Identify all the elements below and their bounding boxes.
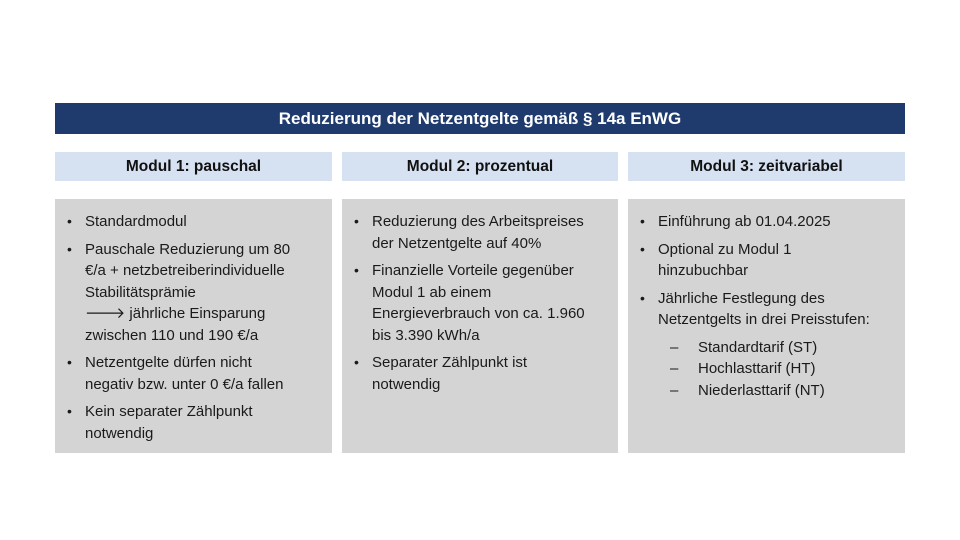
bullet-line: Stabilitätsprämie	[85, 283, 196, 301]
bullet-item	[350, 260, 608, 346]
bullet-item	[63, 239, 322, 347]
bullet-line: Netzentgelts in drei Preisstufen:	[658, 311, 870, 328]
bullet-item	[636, 288, 895, 402]
bullet-line: • Standardmodul	[85, 213, 187, 230]
module-1-content	[55, 199, 332, 453]
bullet-item	[63, 352, 322, 395]
bullet-item	[63, 401, 322, 444]
bullet-line: • Separater Zählpunkt ist	[372, 354, 528, 371]
bullet-item	[350, 352, 608, 395]
bullet-line: bis 3.390 kWh/a	[372, 326, 480, 344]
bullet-line: notwendig	[85, 424, 154, 442]
module-3-header: Modul 3: zeitvariabel	[628, 152, 905, 181]
bullet-line: €/a + netzbetreiberindividuelle	[85, 262, 285, 279]
sub-item: – Niederlasttarif (NT)	[658, 380, 895, 402]
bullet-line: • Finanzielle Vorteile gegenüber	[372, 262, 574, 279]
module-2-bullets	[350, 211, 608, 395]
bullet-line: • Einführung ab 01.04.2025	[658, 213, 831, 230]
bullet-line: • Optional zu Modul 1	[658, 240, 792, 258]
slide-title: Reduzierung der Netzentgelte gemäß § 14a EnWG	[55, 103, 905, 134]
sub-item: – Hochlasttarif (HT)	[658, 358, 895, 380]
bullet-line: • Jährliche Festlegung des	[658, 289, 825, 307]
sub-item: – Standardtarif (ST)	[658, 337, 895, 359]
module-2-content	[342, 199, 618, 453]
module-3-content	[628, 199, 905, 453]
bullet-line: • Pauschale Reduzierung um 80	[85, 240, 291, 258]
bullet-line: 🡒 jährliche Einsparung	[85, 305, 266, 322]
module-1-bullets	[63, 211, 322, 444]
module-1-header: Modul 1: pauschal	[55, 152, 332, 181]
bullet-line: • Netzentgelte dürfen nicht	[85, 354, 252, 371]
bullet-line: Modul 1 ab einem	[372, 283, 492, 301]
bullet-line: hinzubuchbar	[658, 262, 749, 279]
bullet-line: Energieverbrauch von ca. 1.960	[372, 305, 585, 322]
module-2-header: Modul 2: prozentual	[342, 152, 618, 181]
bullet-line: • Kein separater Zählpunkt	[85, 403, 253, 420]
price-levels-list	[658, 337, 895, 402]
bullet-item	[636, 239, 895, 282]
bullet-line: notwendig	[372, 375, 441, 393]
bullet-line: • Reduzierung des Arbeitspreises	[372, 213, 584, 230]
bullet-line: negativ bzw. unter 0 €/a fallen	[85, 375, 284, 393]
bullet-item	[63, 211, 322, 233]
bullet-line: zwischen 110 und 190 €/a	[85, 326, 259, 344]
bullet-item	[350, 211, 608, 254]
bullet-line: der Netzentgelte auf 40%	[372, 234, 542, 252]
module-3-bullets	[636, 211, 895, 401]
bullet-item	[636, 211, 895, 233]
